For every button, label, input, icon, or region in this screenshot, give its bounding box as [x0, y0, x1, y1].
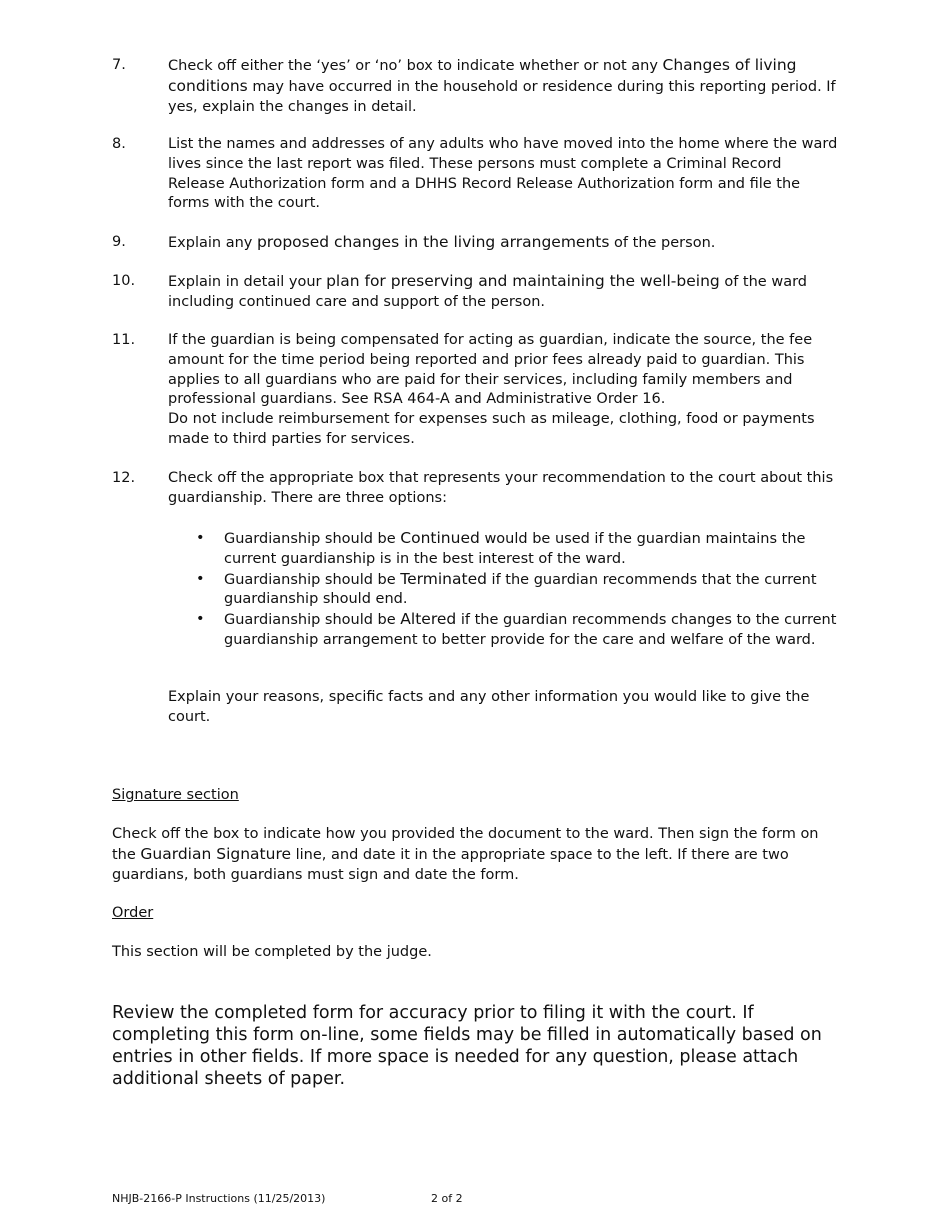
bullet-icon: • — [196, 530, 205, 546]
item-text: Check off the appropriate box that represents your recommendation to the court about this guardianship. There are three options: — [168, 470, 834, 506]
item-number: 10. — [112, 273, 136, 289]
signature-section-text: Check off the box to indicate how you provided the document to the ward. Then sign the form on the Guardian Signature line, and date it in the appropriate space to the left. If there are two guardians, both guardians must sign and date the form. — [112, 826, 819, 883]
bullet-icon: • — [196, 570, 205, 587]
emphasis-text: Terminated — [400, 569, 487, 588]
emphasis-text: plan for preserving and maintaining the well-being — [326, 272, 720, 290]
footer-page-number: 2 of 2 — [431, 1192, 463, 1205]
signature-section-heading: Signature section — [112, 787, 239, 803]
emphasis-text: proposed changes in the living arrangements — [256, 233, 610, 251]
item-text: Check off either the ‘yes’ or ‘no’ box to indicate whether or not any Changes of living conditions may have occurred in the household or residence during this reporting period. If yes, explain the changes in detail. — [168, 56, 836, 115]
item-number: 11. — [112, 332, 136, 348]
bullet-icon: • — [196, 611, 205, 628]
emphasis-text: Changes of living conditions — [168, 56, 797, 95]
item-text: Explain in detail your plan for preserving and maintaining the well-being of the ward including continued care and support of the person. — [168, 272, 807, 310]
emphasis-text: Altered — [400, 610, 457, 629]
item-number: 7. — [112, 57, 126, 73]
item-text: Explain any proposed changes in the living arrangements of the person. — [168, 233, 716, 251]
list-item: • Guardianship should be Continued would be used if the guardian maintains the current guardianship is in the best interest of the ward. — [196, 529, 806, 567]
order-text: This section will be completed by the judge. — [112, 944, 432, 960]
recommendation-options-list — [168, 529, 848, 651]
item-text: If the guardian is being compensated for acting as guardian, indicate the source, the fee amount for the time period being reported and prior fees already paid to guardian. This applies to all guardians who are paid for their services, including family members and professional guardians. See RSA 464-A and Administrative Order 16. Do not include reimbursement for expenses such as mileage, clothing, food or payments made to third parties for services. — [168, 332, 815, 447]
emphasis-text: Guardian Signature — [140, 844, 292, 863]
item-number: 8. — [112, 136, 126, 152]
item-number: 9. — [112, 234, 126, 250]
item-text: List the names and addresses of any adults who have moved into the home where the ward lives since the last report was filed. These persons must complete a Criminal Record Release Authorization form and a DHHS Record Release Authorization form and file the forms with the court. — [168, 136, 838, 212]
list-item: • Guardianship should be Terminated if the guardian recommends that the current guardianship should end. — [196, 569, 817, 608]
order-heading: Order — [112, 905, 154, 921]
list-item: • Guardianship should be Altered if the guardian recommends changes to the current guardianship arrangement to better provide for the care and welfare of the ward. — [196, 610, 837, 648]
emphasis-text: Continued — [400, 529, 480, 547]
explain-reasons-text: Explain your reasons, specific facts and any other information you would like to give the court. — [168, 689, 810, 725]
review-note: Review the completed form for accuracy prior to filing it with the court. If completing this form on-line, some fields may be filled in automatically based on entries in other fields. If more space is needed for any question, please attach additional sheets of paper. — [112, 1003, 822, 1089]
item-number: 12. — [112, 470, 136, 486]
footer-form-id: NHJB-2166-P Instructions (11/25/2013) — [112, 1192, 326, 1205]
